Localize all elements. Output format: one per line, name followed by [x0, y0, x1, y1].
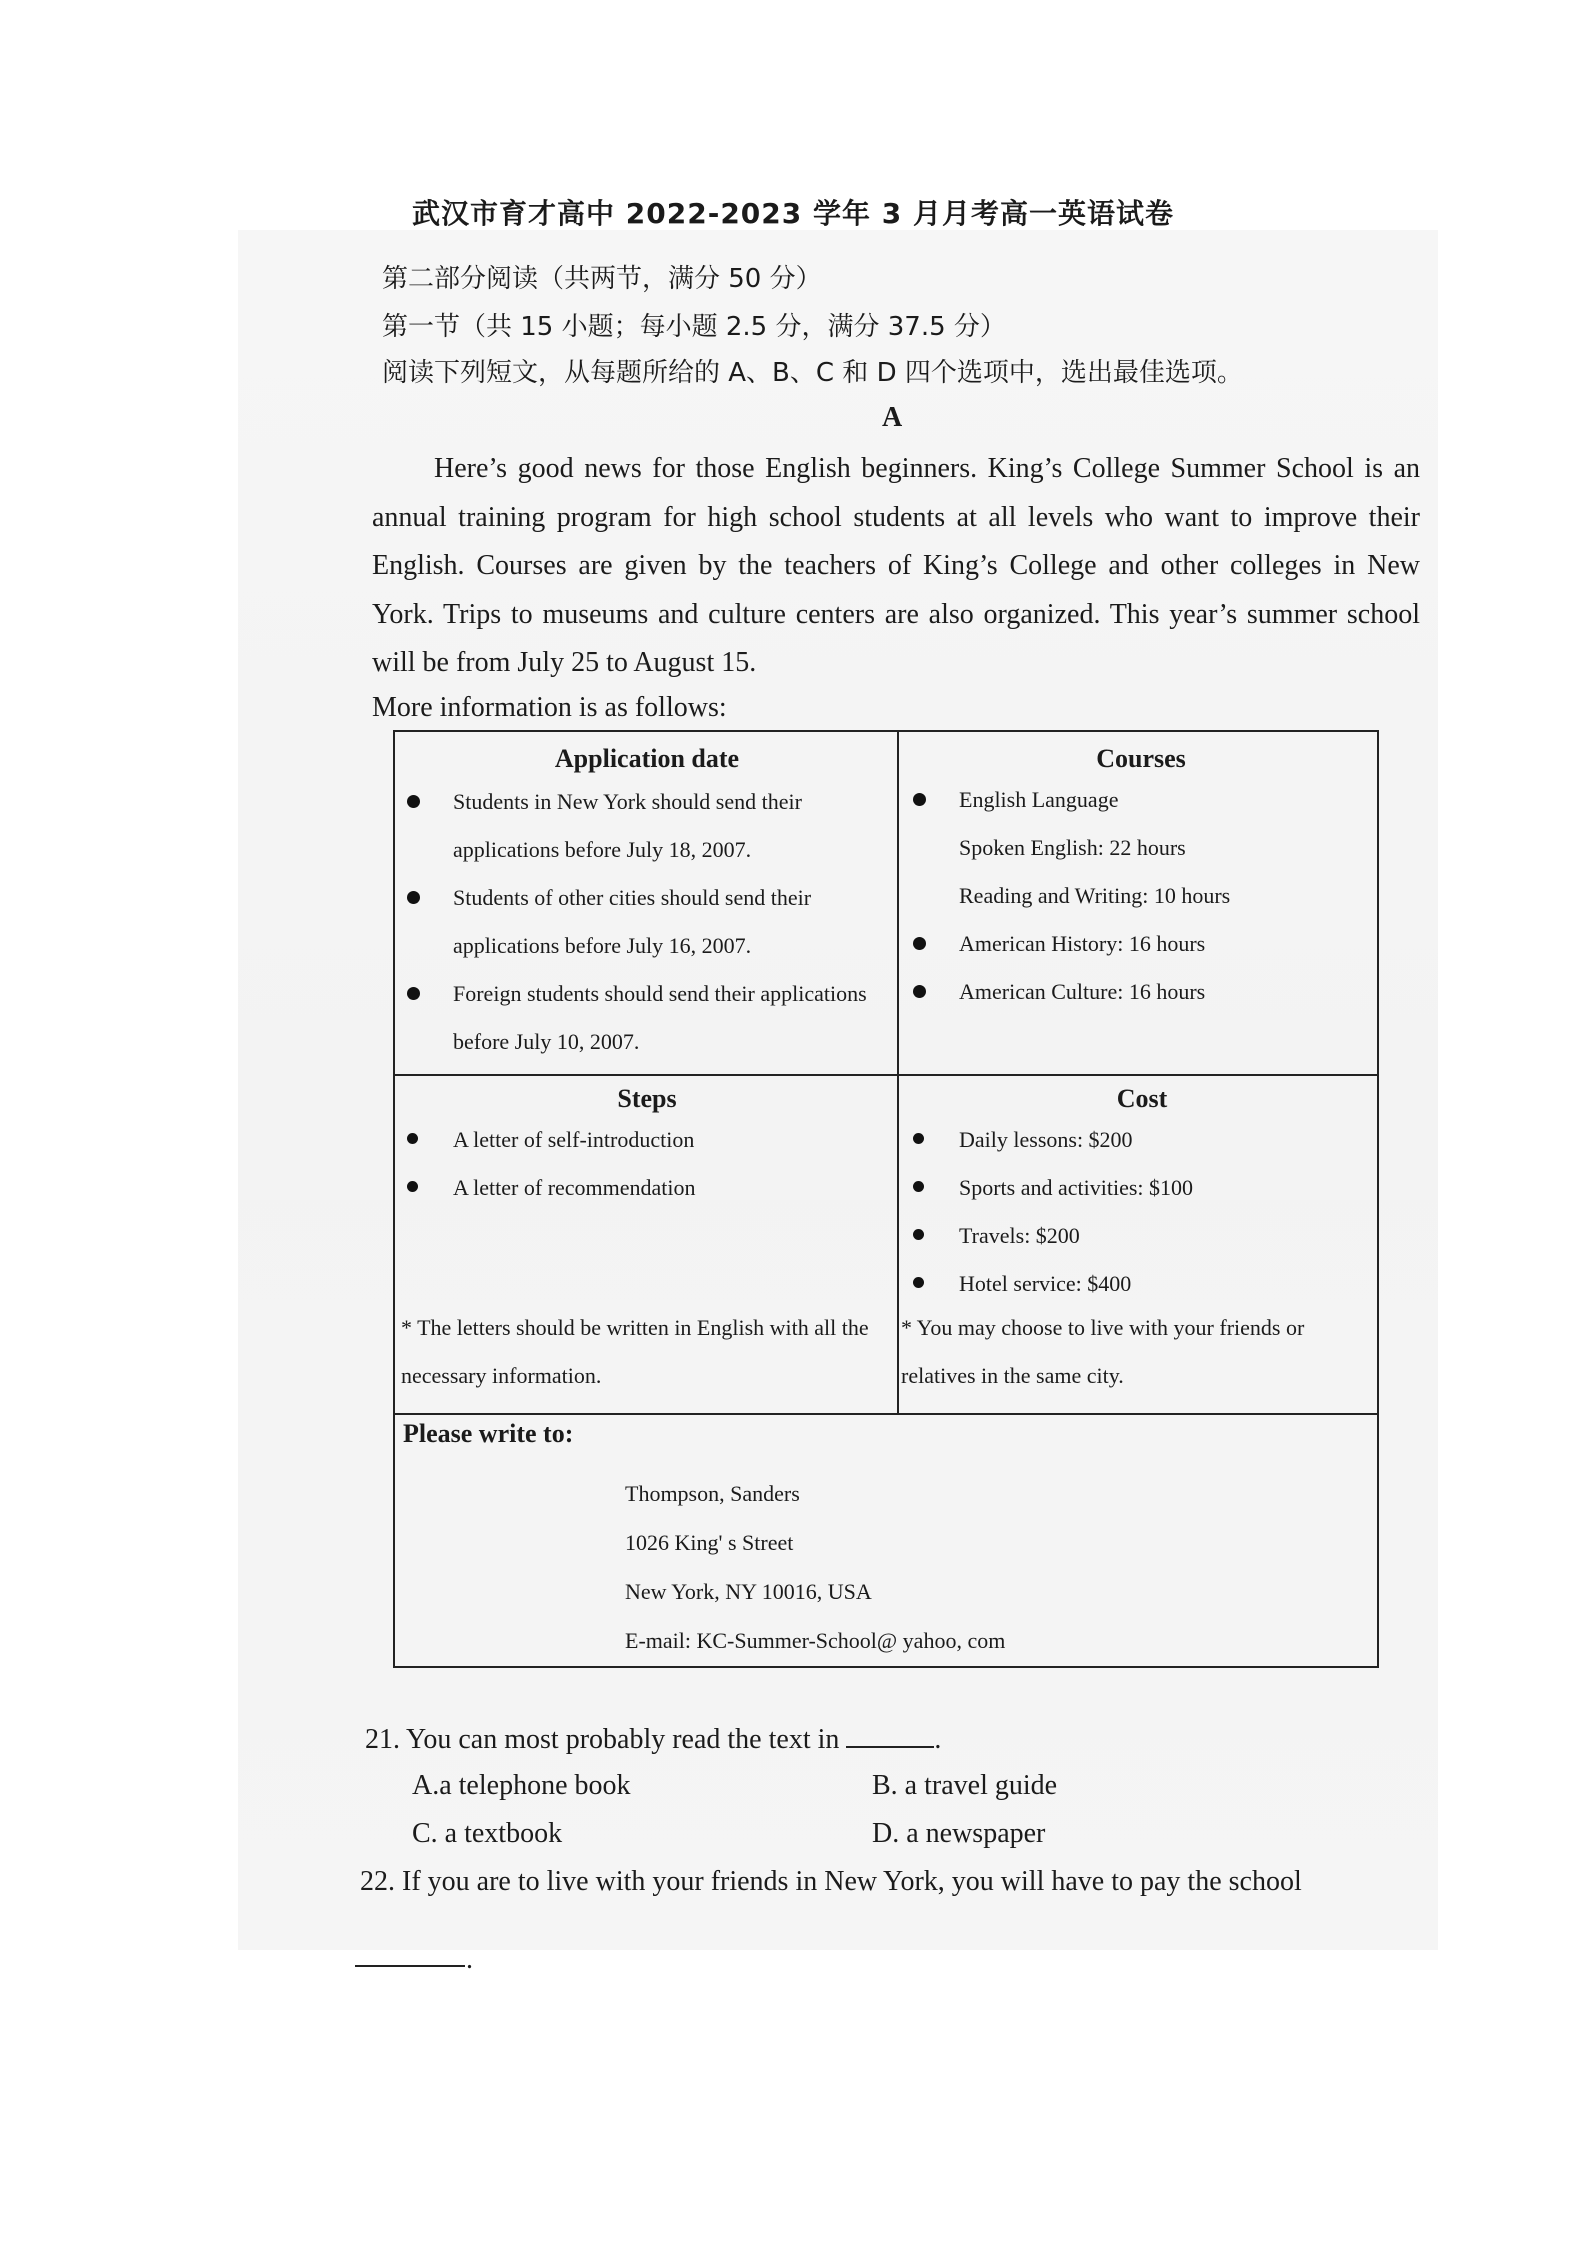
bullet-icon [913, 985, 926, 998]
question-22-period: . [466, 1944, 473, 1975]
course-subitem: Reading and Writing: 10 hours [959, 883, 1231, 908]
contact-street: 1026 King' s Street [625, 1530, 794, 1555]
bullet-icon [913, 793, 926, 806]
cost-item: Sports and activities: $100 [907, 1164, 1377, 1212]
section-instruction: 第一节（共 15 小题；每小题 2.5 分，满分 37.5 分） [382, 312, 1006, 342]
contact-address [625, 1469, 1005, 1665]
step-item: A letter of self-introduction [401, 1116, 893, 1164]
info-table [393, 730, 1379, 1668]
question-21: 21. You can most probably read the text in . [365, 1724, 942, 1755]
cell-steps [401, 1084, 893, 1388]
question-21-stem: 21. You can most probably read the text in [365, 1724, 840, 1755]
passage-body [372, 445, 1420, 688]
part-instruction: 第二部分阅读（共两节，满分 50 分） [382, 264, 822, 294]
cost-heading: Cost [1116, 1084, 1168, 1113]
bullet-icon [913, 1181, 924, 1192]
course-item: American History: 16 hours [907, 920, 1375, 968]
bullet-icon [407, 891, 420, 904]
question-22-stem: 22. If you are to live with your friends in New York, you will have to pay the school [360, 1866, 1302, 1897]
bullet-icon [913, 937, 926, 950]
courses-heading: Courses [1096, 744, 1186, 773]
more-info-line: More information is as follows: [372, 692, 727, 723]
question-22 [360, 1866, 1410, 1898]
cell-cost [901, 1084, 1377, 1388]
reading-direction: 阅读下列短文，从每题所给的 A、B、C 和 D 四个选项中，选出最佳选项。 [382, 358, 1243, 388]
contact-heading: Please write to: [403, 1419, 574, 1448]
answer-blank [355, 1965, 465, 1967]
bullet-icon [407, 1181, 418, 1192]
option-21-a: A.a telephone book [412, 1770, 631, 1801]
passage-paragraph: Here’s good news for those English beginners. King’s College Summer School is an annual training program for high school students at all levels who want to improve their English. Courses are given by the teachers of King’s College and other colleges in New York. Trips to museums and culture centers are also organized. This year’s summer school will be from July 25 to August 15. [372, 453, 1420, 678]
bullet-icon [407, 987, 420, 1000]
option-21-b: B. a travel guide [872, 1770, 1058, 1801]
cell-application-date [401, 744, 893, 1066]
cell-courses [907, 744, 1375, 1016]
contact-email: E-mail: KC-Summer-School@ yahoo, com [625, 1628, 1006, 1653]
cost-item: Daily lessons: $200 [907, 1116, 1377, 1164]
bullet-icon [913, 1229, 924, 1240]
bullet-icon [407, 1133, 418, 1144]
passage-letter: A [882, 402, 903, 433]
cost-item: Travels: $200 [907, 1212, 1377, 1260]
answer-blank [846, 1722, 934, 1748]
bullet-icon [407, 795, 420, 808]
exam-title: 武汉市育才高中 2022-2023 学年 3 月月考高一英语试卷 [412, 197, 1174, 230]
course-item: English Language [907, 776, 1375, 824]
bullet-icon [913, 1133, 924, 1144]
table-divider-row1 [395, 1074, 1377, 1076]
step-item: A letter of recommendation [401, 1164, 893, 1212]
cost-note: * You may choose to live with your friends or relatives in the same city. [901, 1315, 1305, 1388]
steps-heading: Steps [617, 1084, 677, 1113]
application-item: Foreign students should send their applications before July 10, 2007. [401, 970, 893, 1066]
application-item: Students of other cities should send their applications before July 16, 2007. [401, 874, 893, 970]
course-item: American Culture: 16 hours [907, 968, 1375, 1016]
option-21-d: D. a newspaper [872, 1818, 1046, 1849]
application-item: Students in New York should send their applications before July 18, 2007. [401, 778, 893, 874]
cell-contact [395, 1415, 1377, 1665]
application-heading: Application date [554, 744, 740, 773]
contact-name: Thompson, Sanders [625, 1481, 800, 1506]
contact-city: New York, NY 10016, USA [625, 1579, 872, 1604]
cost-item: Hotel service: $400 [907, 1260, 1377, 1308]
course-subitem: Spoken English: 22 hours [959, 835, 1186, 860]
option-21-c: C. a textbook [412, 1818, 563, 1849]
steps-note: * The letters should be written in English with all the necessary information. [401, 1315, 869, 1388]
table-divider-vertical [897, 732, 899, 1413]
bullet-icon [913, 1277, 924, 1288]
